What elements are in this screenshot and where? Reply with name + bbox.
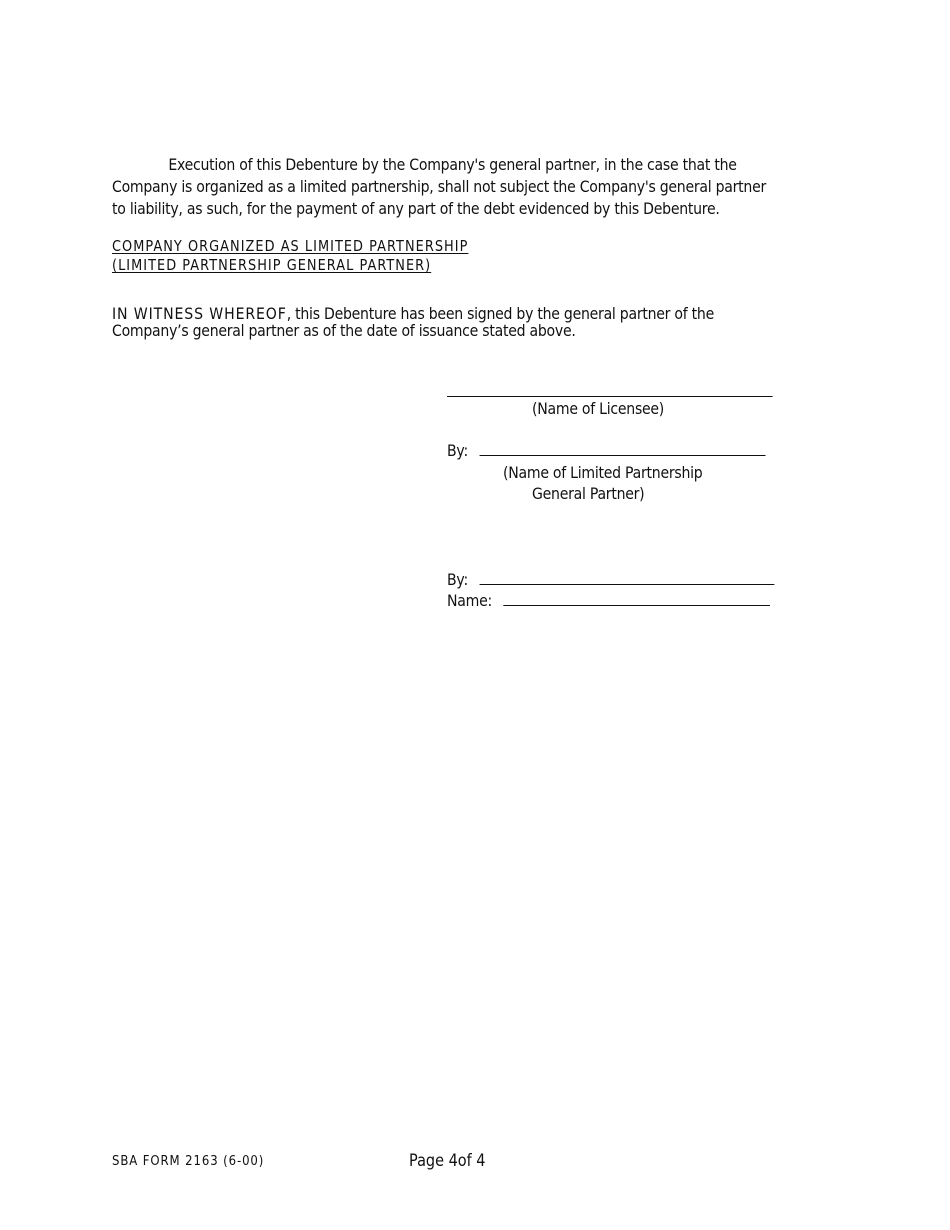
signer-name-blank[interactable] <box>503 591 770 606</box>
licensee-blank[interactable] <box>447 382 773 397</box>
paragraph-line-2: Company is organized as a limited partnership, shall not subject the Company's general partner <box>112 177 767 196</box>
heading-line-1: COMPANY ORGANIZED AS LIMITED PARTNERSHIP <box>112 237 469 255</box>
paragraph-line-1-text: Execution of this Debenture by the Company's general partner, in the case that the <box>168 155 737 174</box>
form-id: SBA FORM 2163 (6-00) <box>112 1154 265 1169</box>
witness-line-2: Company’s general partner as of the date of issuance stated above. <box>112 321 576 340</box>
licensee-caption: (Name of Licensee) <box>532 399 665 418</box>
signer-name-row <box>447 590 770 611</box>
witness-line-1-rest: , this Debenture has been signed by the general partner of the <box>286 304 714 323</box>
name-label: Name: <box>447 591 492 610</box>
signer-by-blank[interactable] <box>479 570 774 585</box>
gp-caption-line-2: General Partner) <box>532 484 645 503</box>
gp-caption-line-1: (Name of Limited Partnership <box>503 463 703 482</box>
heading-line-2: (LIMITED PARTNERSHIP GENERAL PARTNER) <box>112 256 432 274</box>
paragraph-line-3: to liability, as such, for the payment of any part of the debt evidenced by this Debenture. <box>112 199 720 218</box>
paragraph-line-1 <box>112 154 834 176</box>
section-heading <box>112 237 468 275</box>
liability-paragraph <box>112 154 834 220</box>
by-label-2: By: <box>447 570 468 589</box>
gp-signature-row <box>447 440 765 461</box>
gp-signature-blank[interactable] <box>479 441 765 456</box>
witness-caps: IN WITNESS WHEREOF <box>112 304 287 323</box>
signer-by-row <box>447 569 774 590</box>
page-number: Page 4of 4 <box>409 1151 486 1171</box>
by-label-1: By: <box>447 441 468 460</box>
witness-clause <box>112 305 714 339</box>
witness-line-1 <box>112 305 714 322</box>
